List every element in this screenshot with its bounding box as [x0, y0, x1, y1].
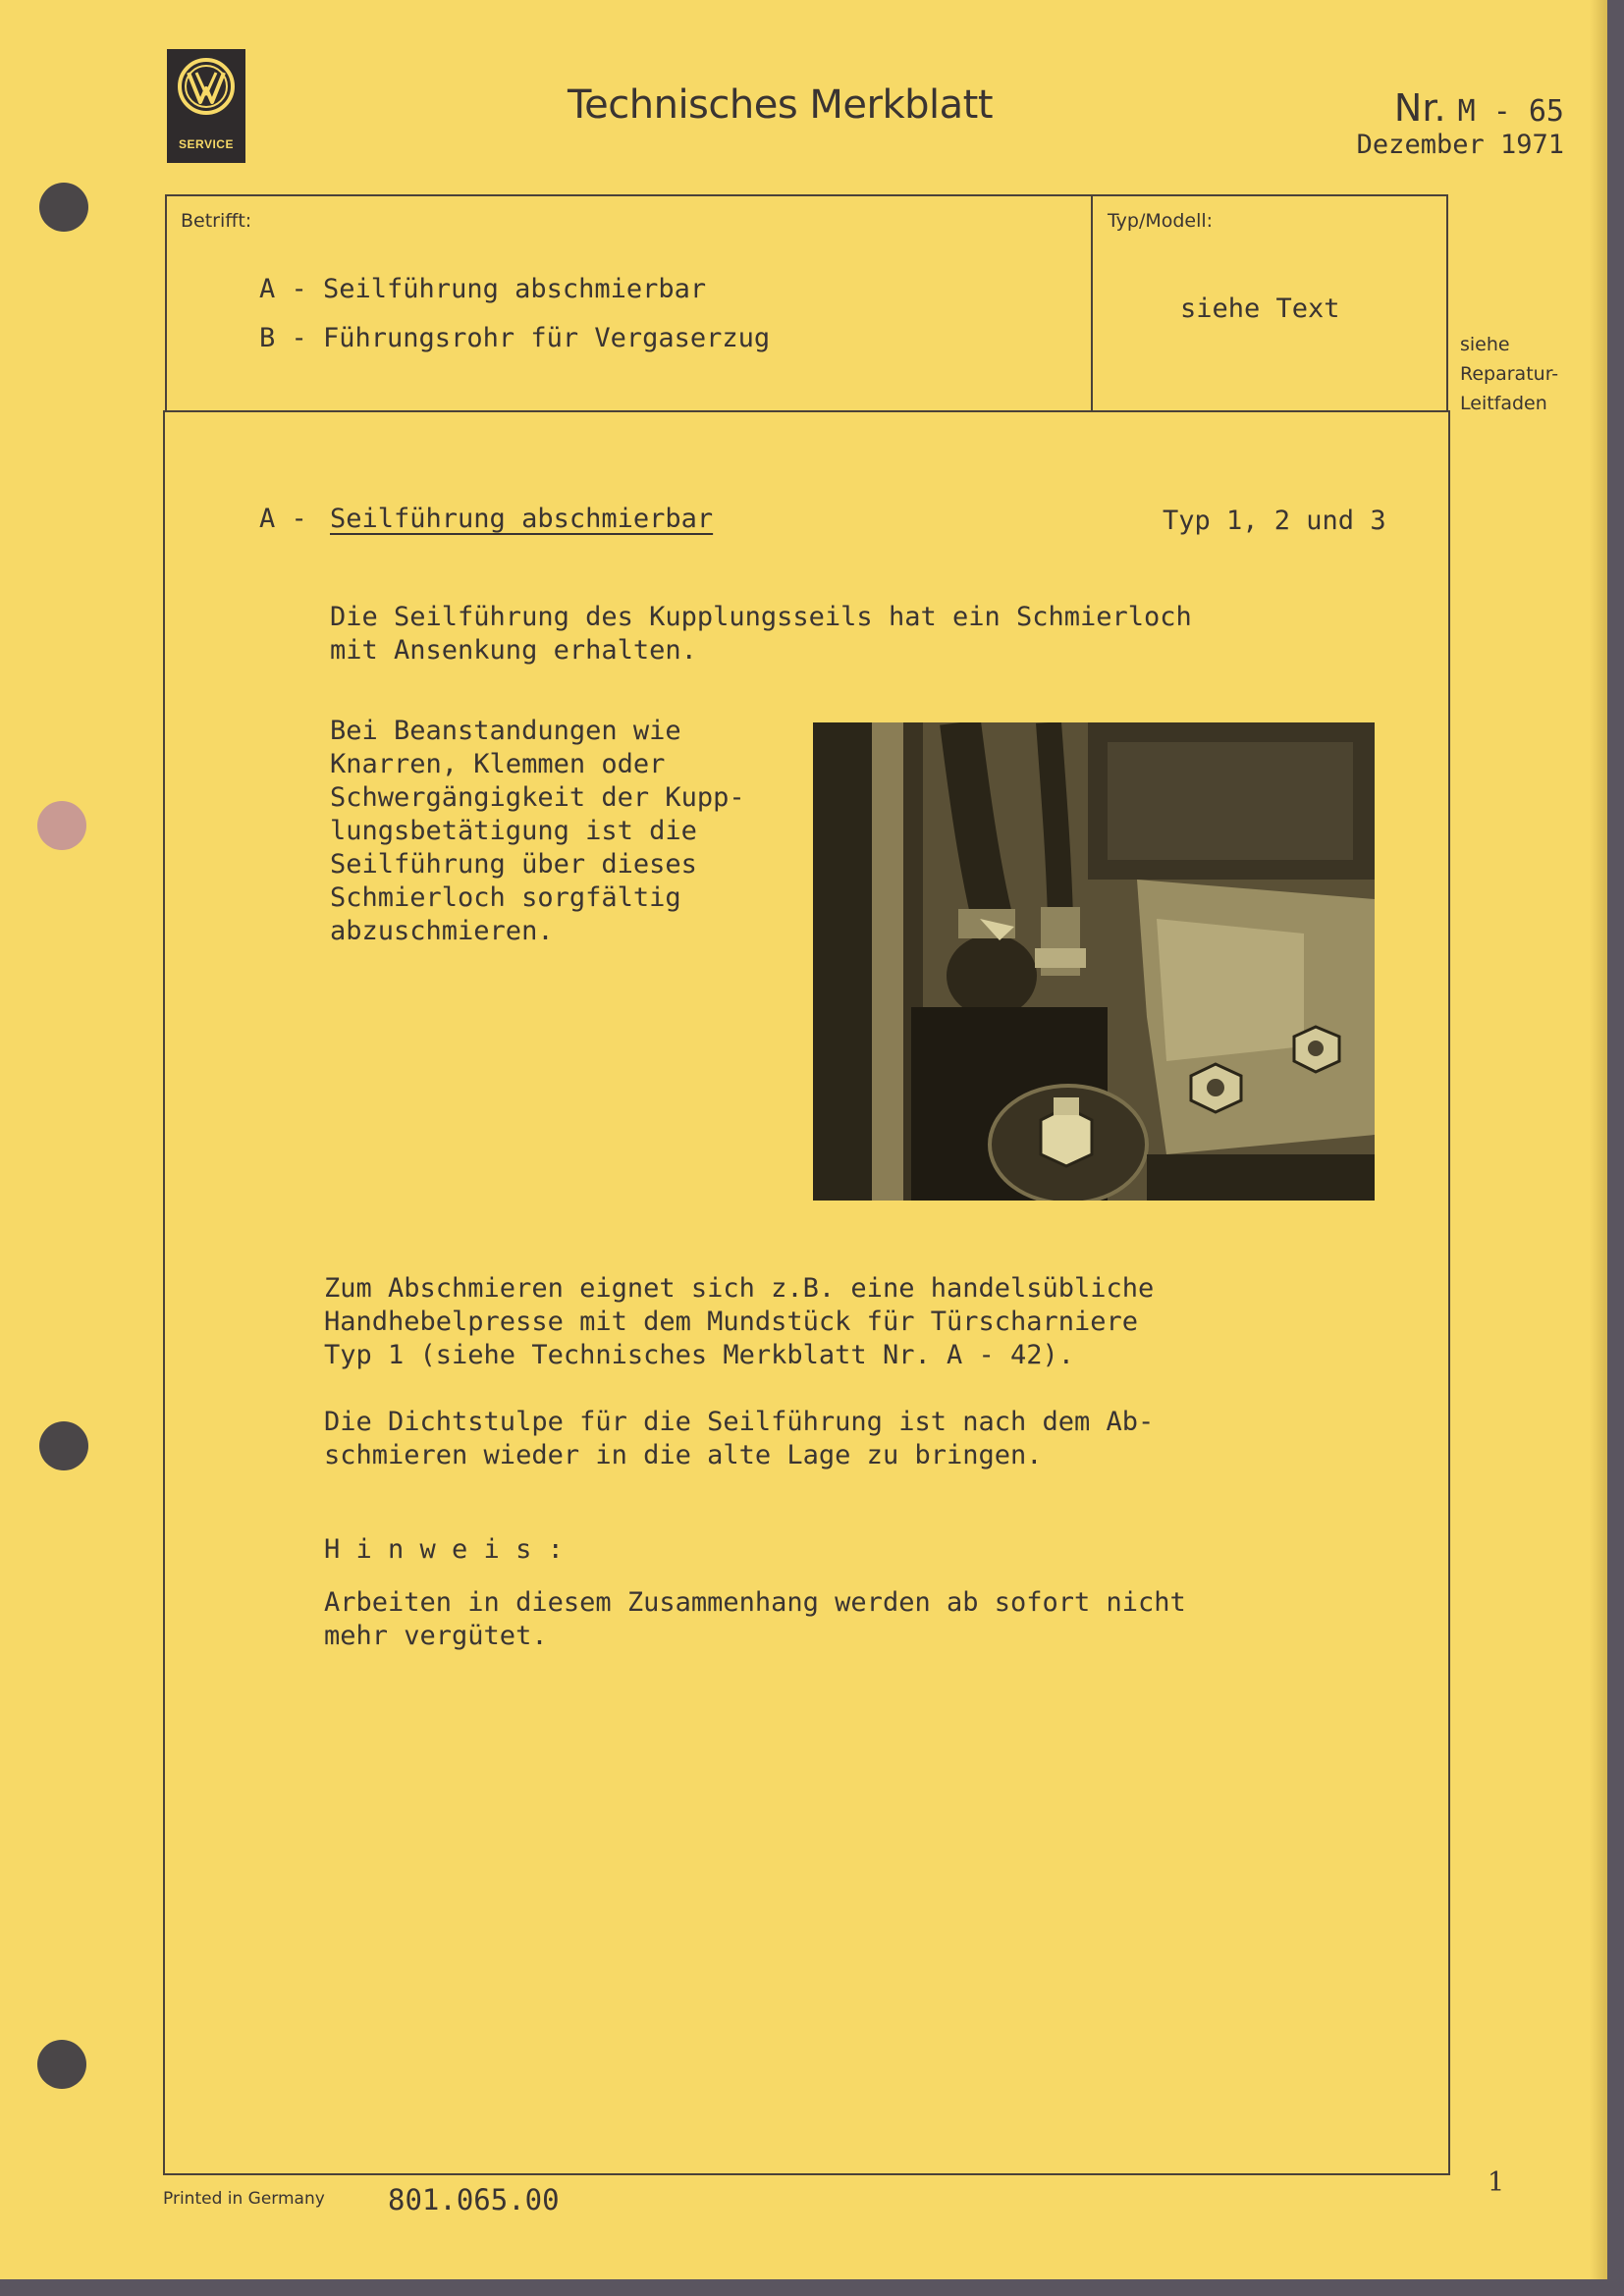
side-note-line: siehe — [1460, 334, 1510, 355]
document-code: 801.065.00 — [388, 2183, 560, 2216]
side-text-line: Knarren, Klemmen oder — [330, 749, 666, 779]
document-number — [1394, 86, 1564, 130]
side-note — [1460, 330, 1597, 418]
hint-line: mehr vergütet. — [324, 1621, 548, 1651]
subject-box-divider — [1091, 194, 1093, 412]
side-note-line: Leitfaden — [1460, 393, 1547, 414]
vw-service-logo — [167, 49, 245, 163]
paragraph-line: Handhebelpresse mit dem Mundstück für Türscharniere — [324, 1307, 1139, 1337]
hint-label: H i n w e i s : — [324, 1534, 564, 1565]
paragraph-line: Die Dichtstulpe für die Seilführung ist nach dem Ab- — [324, 1407, 1155, 1437]
side-text-line: Schmierloch sorgfältig — [330, 882, 681, 913]
punch-hole — [39, 1421, 88, 1470]
hint-line: Arbeiten in diesem Zusammenhang werden ab sofort nicht — [324, 1587, 1186, 1618]
side-text-line: Seilführung über dieses — [330, 849, 697, 880]
typ-modell-value: siehe Text — [1180, 294, 1340, 324]
printed-in-label: Printed in Germany — [163, 2189, 325, 2209]
number-prefix: Nr. — [1393, 86, 1446, 130]
section-types: Typ 1, 2 und 3 — [1163, 506, 1386, 536]
service-label: SERVICE — [179, 137, 234, 151]
intro-line: mit Ansenkung erhalten. — [330, 635, 697, 666]
typ-modell-label: Typ/Modell: — [1108, 210, 1214, 232]
side-text-line: abzuschmieren. — [330, 916, 554, 946]
punch-hole — [37, 801, 86, 850]
punch-hole — [37, 2040, 86, 2089]
photo-illustration — [813, 722, 1375, 1201]
betrifft-label: Betrifft: — [181, 210, 252, 232]
side-text-line: Schwergängigkeit der Kupp- — [330, 782, 745, 813]
side-text-line: lungsbetätigung ist die — [330, 816, 697, 846]
section-heading: Seilführung abschmierbar — [330, 504, 714, 534]
paragraph-line: Typ 1 (siehe Technisches Merkblatt Nr. A - 42). — [324, 1340, 1075, 1370]
document-title: Technisches Merkblatt — [568, 82, 994, 128]
clutch-cable-guide-photo — [813, 722, 1375, 1201]
document-date: Dezember 1971 — [1356, 130, 1564, 160]
paragraph-line: Zum Abschmieren eignet sich z.B. eine handelsübliche — [324, 1273, 1155, 1304]
number-value: M - 65 — [1457, 94, 1564, 129]
section-prefix: A - — [259, 504, 307, 534]
side-note-line: Reparatur- — [1460, 363, 1559, 385]
paragraph-line: schmieren wieder in die alte Lage zu bringen. — [324, 1440, 1043, 1470]
punch-hole — [39, 183, 88, 232]
side-text-line: Bei Beanstandungen wie — [330, 716, 681, 746]
intro-line: Die Seilführung des Kupplungsseils hat ein Schmierloch — [330, 602, 1192, 632]
subject-item: A - Seilführung abschmierbar — [259, 274, 707, 304]
vw-logo-icon — [167, 49, 245, 128]
subject-item: B - Führungsrohr für Vergaserzug — [259, 323, 771, 353]
page-number: 1 — [1488, 2167, 1505, 2198]
